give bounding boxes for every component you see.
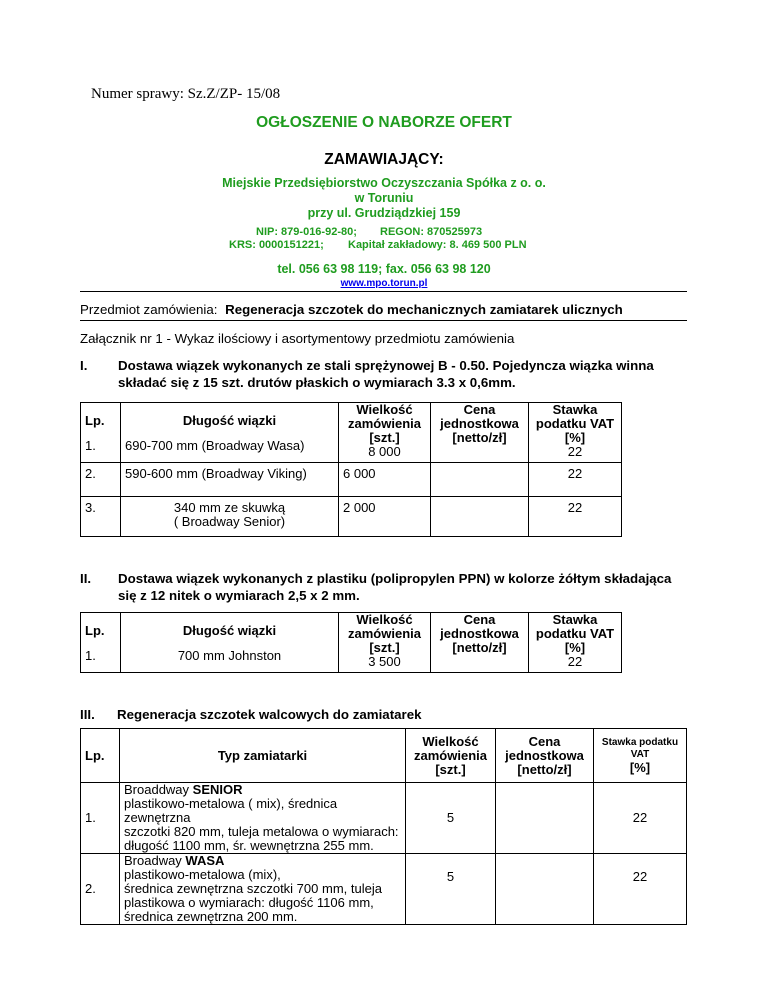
- company-capital: Kapitał zakładowy: 8. 469 500 PLN: [348, 239, 527, 251]
- lp-cell: 1.: [81, 649, 121, 673]
- header-vat: Stawka podatku VAT [%] 22: [529, 403, 622, 463]
- section1-table: [80, 402, 622, 537]
- case-number: Numer sprawy: Sz.Z/ZP- 15/08: [91, 86, 281, 102]
- sweeper-type-cell: Broadway WASA plastikowo-metalowa (mix), średnica zewnętrzna szczotki 700 mm, tuleja plastikowa o wymiarach: długość 1106 mm, średnica zewnętrzna 200 mm.: [120, 854, 406, 925]
- section1-desc-line1: Dostawa wiązek wykonanych ze stali sprężynowej B - 0.50. Pojedyncza wiązka winna: [118, 358, 654, 373]
- company-nip: NIP: 879-016-92-80;: [256, 226, 357, 238]
- section3-title: Regeneracja szczotek walcowych do zamiatarek: [117, 707, 422, 722]
- table-row: [81, 783, 687, 854]
- subject-line: [80, 302, 623, 317]
- header-qty: Wielkość zamówienia [szt.]: [406, 729, 496, 783]
- header-price: Cena jednostkowa [netto/zł]: [431, 613, 529, 673]
- section3-number: III.: [80, 707, 95, 722]
- table-header-row: [81, 729, 687, 783]
- header-qty: Wielkość zamówienia [szt.] 3 500: [339, 613, 431, 673]
- lp-cell: 3.: [81, 497, 121, 537]
- header-vat: Stawka podatku VAT [%] 22: [529, 613, 622, 673]
- company-krs: KRS: 0000151221;: [229, 239, 324, 251]
- table-row: [81, 463, 622, 497]
- header-price: Cena jednostkowa [netto/zł]: [496, 729, 594, 783]
- attachment-title: Załącznik nr 1 - Wykaz ilościowy i asortymentowy przedmiotu zamówienia: [80, 331, 515, 346]
- lp-cell: 1.: [81, 783, 120, 854]
- page-title: OGŁOSZENIE O NABORZE OFERT: [256, 114, 512, 131]
- price-cell: [496, 854, 594, 925]
- lp-cell: 2.: [81, 463, 121, 497]
- company-address: przy ul. Grudziądzkiej 159: [307, 206, 461, 220]
- vat-cell: 22: [567, 444, 583, 459]
- contracting-label: ZAMAWIAJĄCY:: [324, 151, 444, 168]
- length-cell: 340 mm ze skuwką ( Broadway Senior): [121, 497, 339, 537]
- qty-cell: 5: [406, 783, 496, 854]
- table-row: [81, 854, 687, 925]
- subject-label: Przedmiot zamówienia:: [80, 302, 218, 317]
- vat-cell: 22: [594, 854, 687, 925]
- company-regon: REGON: 870525973: [380, 226, 483, 238]
- qty-cell: 8 000: [368, 444, 401, 459]
- section2-description: [118, 570, 671, 604]
- header-lp: Lp.: [81, 613, 121, 649]
- table-row: [81, 497, 622, 537]
- header-length: Długość wiązki: [121, 613, 339, 649]
- section2-table: [80, 612, 622, 673]
- section3-table: [80, 728, 687, 925]
- table-header-row: [81, 403, 622, 439]
- length-cell: 690-700 mm (Broadway Wasa): [121, 439, 339, 463]
- qty-cell: 5: [406, 854, 496, 925]
- subject-divider: [80, 320, 687, 321]
- section1-description: [118, 357, 654, 391]
- header-lp: Lp.: [81, 729, 120, 783]
- lp-cell: 1.: [81, 439, 121, 463]
- section2-number: II.: [80, 571, 92, 586]
- header-vat: Stawka podatku VAT [%]: [594, 729, 687, 783]
- header-length: Długość wiązki: [121, 403, 339, 439]
- qty-cell: 2 000: [339, 497, 431, 537]
- vat-cell: 22: [529, 497, 622, 537]
- section2-desc-line1: Dostawa wiązek wykonanych z plastiku (polipropylen PPN) w kolorze żółtym składająca: [118, 571, 672, 586]
- subject-value: Regeneracja szczotek do mechanicznych zamiatarek ulicznych: [225, 302, 623, 317]
- header-lp: Lp.: [81, 403, 121, 439]
- company-name: Miejskie Przedsiębiorstwo Oczyszczania Spółka z o. o.: [222, 176, 546, 190]
- header-divider: [80, 291, 687, 292]
- company-city: w Toruniu: [354, 191, 414, 205]
- vat-cell: 22: [529, 463, 622, 497]
- vat-cell: 22: [594, 783, 687, 854]
- qty-cell: 6 000: [339, 463, 431, 497]
- header-qty: Wielkość zamówienia [szt.] 8 000: [339, 403, 431, 463]
- table-header-row: [81, 613, 622, 649]
- section2-desc-line2: się z 12 nitek o wymiarach 2,5 x 2 mm.: [118, 588, 360, 603]
- qty-cell: 3 500: [368, 654, 401, 669]
- header-price: Cena jednostkowa [netto/zł]: [431, 403, 529, 463]
- length-cell: 700 mm Johnston: [121, 649, 339, 673]
- vat-cell: 22: [567, 654, 583, 669]
- company-block: [0, 176, 768, 221]
- section1-desc-line2: składać się z 15 szt. drutów płaskich o wymiarach 3.3 x 0,6mm.: [118, 375, 516, 390]
- length-cell: 590-600 mm (Broadway Viking): [121, 463, 339, 497]
- price-cell: [496, 783, 594, 854]
- section1-number: I.: [80, 358, 88, 373]
- phone-fax: tel. 056 63 98 119; fax. 056 63 98 120: [277, 262, 491, 276]
- website-link[interactable]: www.mpo.torun.pl: [340, 278, 428, 289]
- lp-cell: 2.: [81, 854, 120, 925]
- sweeper-type-cell: Broaddway SENIOR plastikowo-metalowa ( mix), średnica zewnętrzna szczotki 820 mm, tuleja metalowa o wymiarach: długość 1100 mm, śr. wewnętrzna 255 mm.: [120, 783, 406, 854]
- price-cell: [431, 463, 529, 497]
- header-type: Typ zamiatarki: [120, 729, 406, 783]
- price-cell: [431, 497, 529, 537]
